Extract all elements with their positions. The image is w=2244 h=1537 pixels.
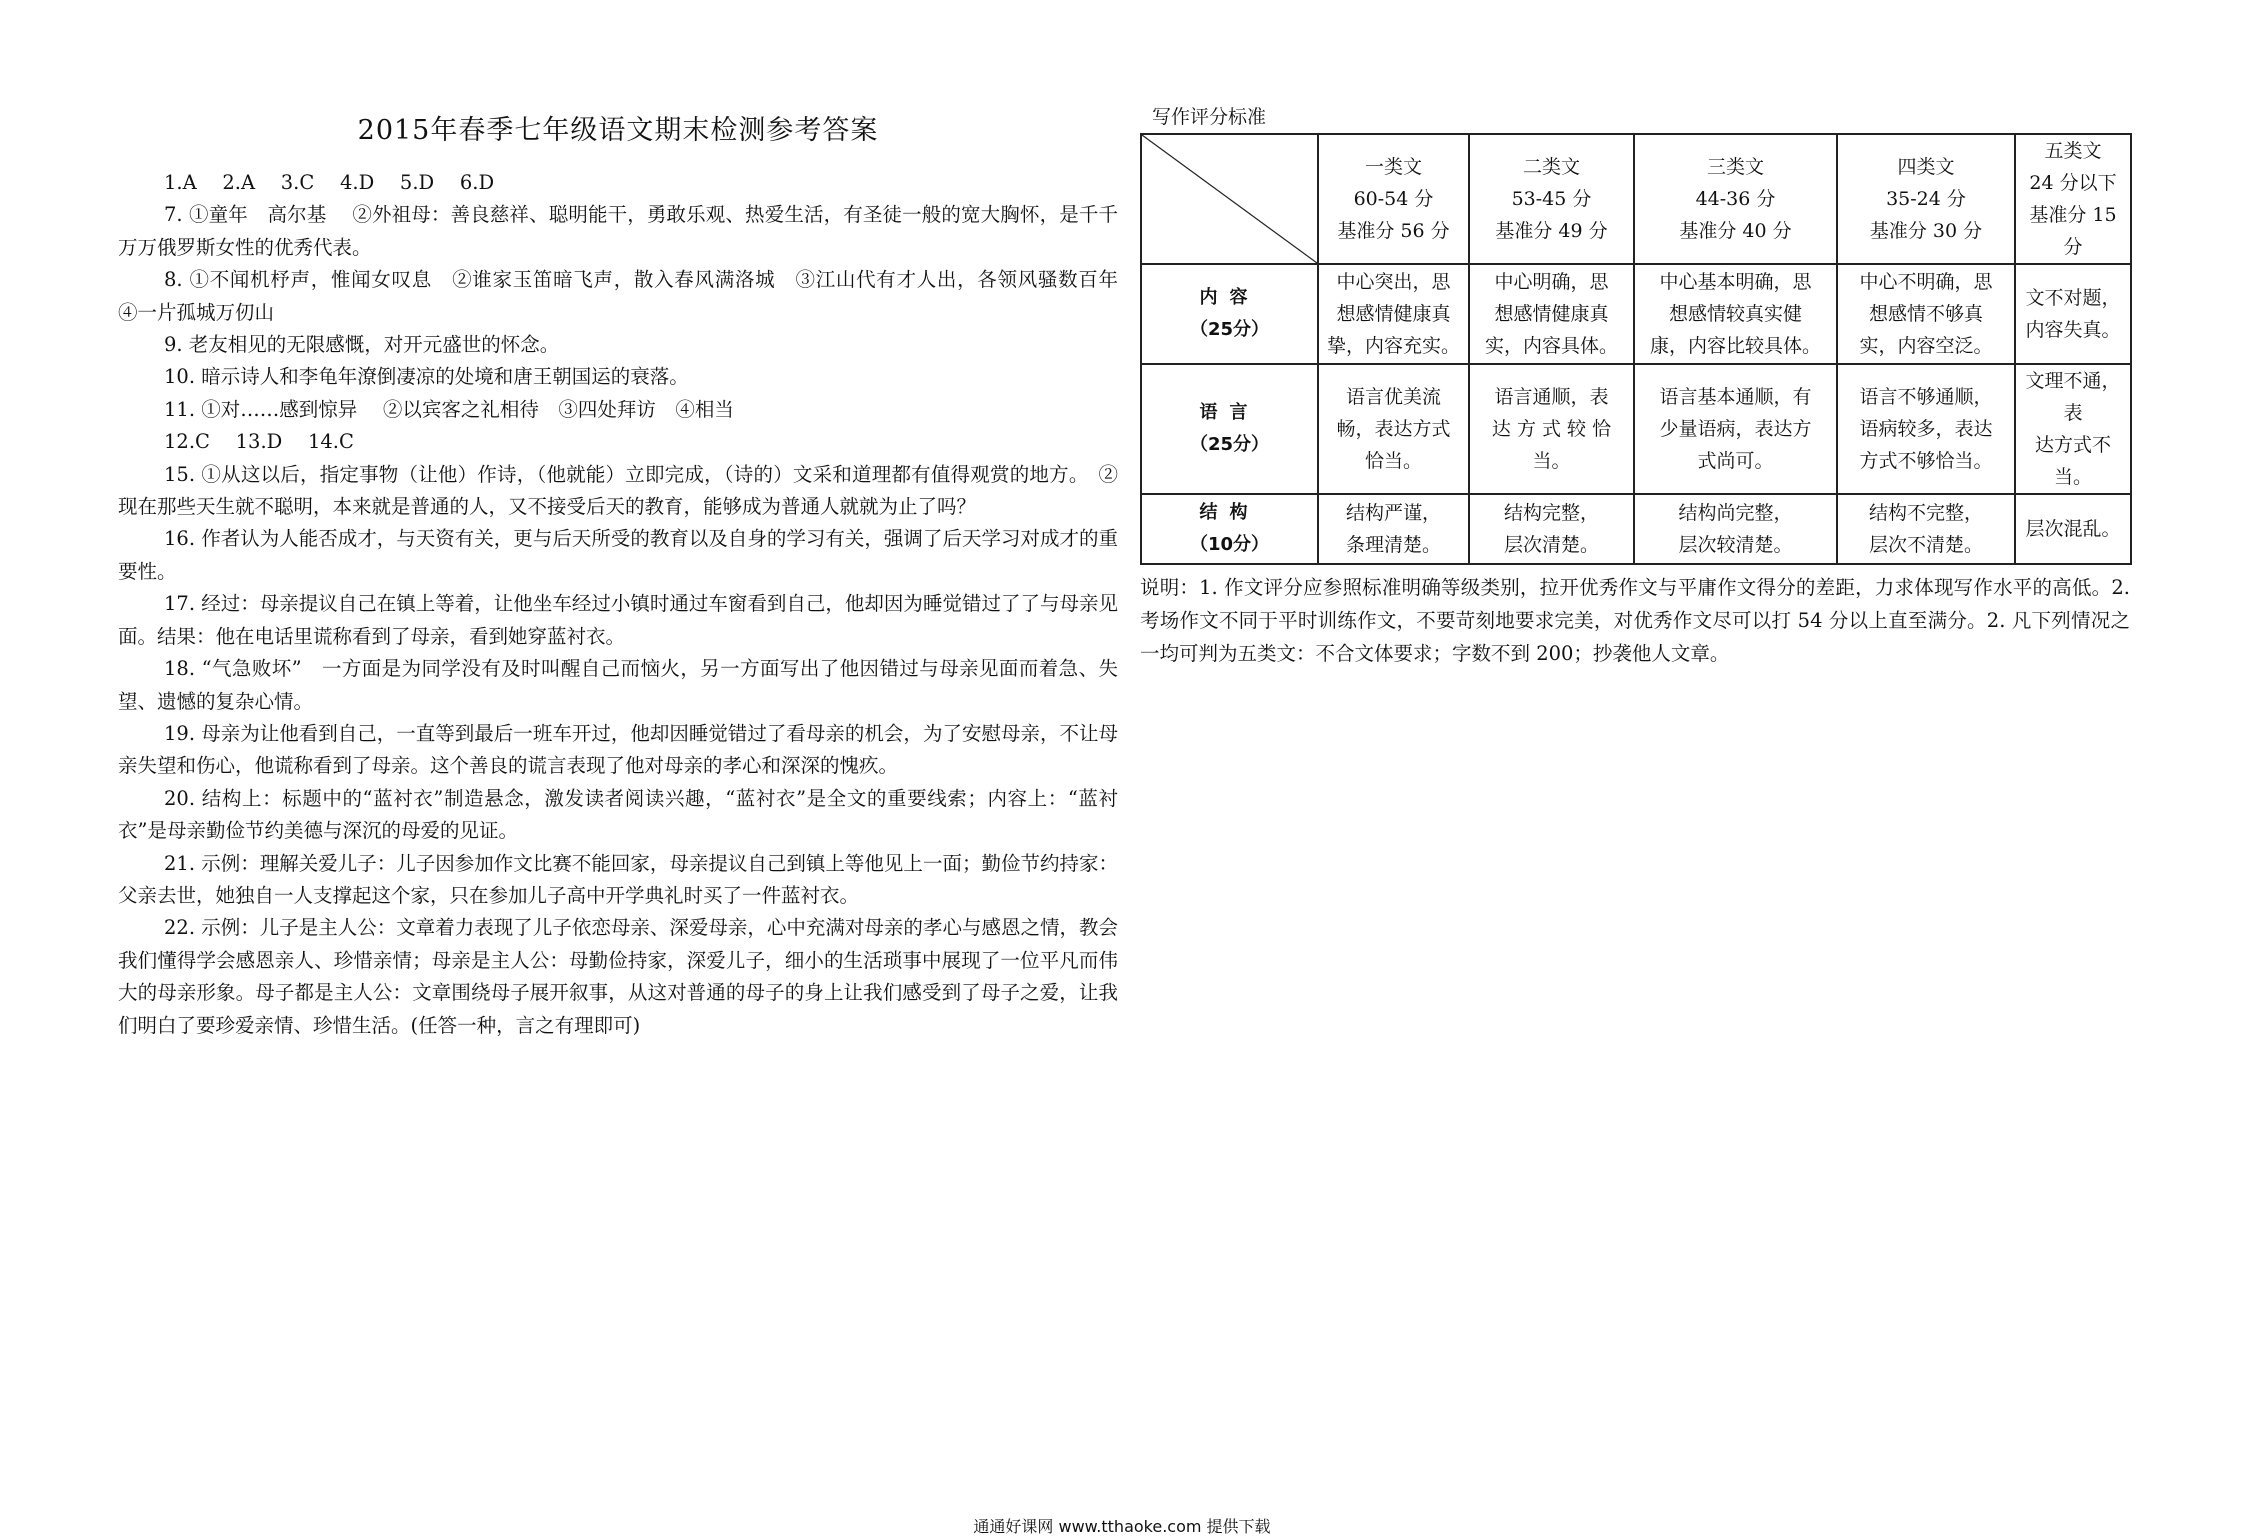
rubric-cell: 中心不明确，思 想感情不够真 实，内容空泛。 [1837,264,2015,364]
row-header: 语言 （25分） [1141,364,1318,494]
grade-column-header: 四类文 35-24 分 基准分 30 分 [1837,134,2015,264]
rubric-cell: 中心突出，思 想感情健康真 挚，内容充实。 [1318,264,1469,364]
answer-item: 11. ①对……感到惊异 ②以宾客之礼相待 ③四处拜访 ④相当 [164,397,734,421]
rubric-cell: 语言优美流 畅，表达方式 恰当。 [1318,364,1469,494]
answer-item: 15. ①从这以后，指定事物（让他）作诗，（他就能）立即完成，（诗的）文采和道理都有值得观赏的地方。 ②现在那些天生就不聪明，本来就是普通的人，又不接受后天的教育，能够成为普通人就就为止了吗？ [118,462,1118,519]
answer-item: 10. 暗示诗人和李龟年潦倒凄凉的处境和唐王朝国运的衰落。 [164,365,689,389]
answer-list [118,167,1138,1042]
rubric-header-row [1141,134,2131,264]
rubric-cell: 语言通顺，表 达 方 式 较 恰 当。 [1469,364,1634,494]
diagonal-line [1142,135,1317,263]
rubric-row-content [1141,264,2131,364]
answer-item: 7. ①童年 高尔基 ②外祖母：善良慈祥、聪明能干，勇敢乐观、热爱生活，有圣徒一般的宽大胸怀，是千千万万俄罗斯女性的优秀代表。 [118,203,1118,259]
rubric-cell: 结构完整， 层次清楚。 [1469,494,1634,564]
answer-item: 12.C 13.D 14.C [164,430,354,454]
grade-column-header: 二类文 53-45 分 基准分 49 分 [1469,134,1634,264]
row-header: 内容 （25分） [1141,264,1318,364]
rubric-table [1140,133,2132,565]
rubric-cell: 中心明确，思 想感情健康真 实，内容具体。 [1469,264,1634,364]
rubric-cell: 语言基本通顺，有 少量语病，表达方 式尚可。 [1634,364,1837,494]
rubric-cell: 中心基本明确，思 想感情较真实健 康，内容比较具体。 [1634,264,1837,364]
answer-item: 1.A 2.A 3.C 4.D 5.D 6.D [164,171,495,194]
footer-credit: 通通好课网 www.tthaoke.com 提供下载 [973,1517,1271,1536]
answer-column [118,108,1138,1042]
grade-column-header: 三类文 44-36 分 基准分 40 分 [1634,134,1837,264]
rubric-notes: 说明：1. 作文评分应参照标准明确等级类别，拉开优秀作文与平庸作文得分的差距，力求体现写作水平的高低。2. 考场作文不同于平时训练作文，不要苛刻地要求完美，对优秀作文尽可以打 54 分以上直至满分。2. 凡下列情况之一均可判为五类文：不合文体要求；字数不到 200；抄袭他人文章。 [1140,576,2130,665]
answer-item: 20. 结构上：标题中的“蓝衬衣”制造悬念，激发读者阅读兴趣，“蓝衬衣”是全文的重要线索；内容上：“蓝衬衣”是母亲勤俭节约美德与深沉的母爱的见证。 [118,786,1118,843]
rubric-cell: 语言不够通顺， 语病较多，表达 方式不够恰当。 [1837,364,2015,494]
row-header: 结构 （10分） [1141,494,1318,564]
answer-item: 18. “气急败坏” 一方面是为同学没有及时叫醒自己而恼火，另一方面写出了他因错过与母亲见面而着急、失望、遗憾的复杂心情。 [118,657,1118,713]
answer-item: 21. 示例：理解关爱儿子：儿子因参加作文比赛不能回家，母亲提议自己到镇上等他见上一面；勤俭节约持家：父亲去世，她独自一人支撑起这个家，只在参加儿子高中开学典礼时买了一件蓝衬衣。 [118,851,1118,907]
grade-column-header: 五类文 24 分以下 基准分 15 分 [2015,134,2131,264]
answer-item: 8. ①不闻机杼声，惟闻女叹息 ②谁家玉笛暗飞声，散入春风满洛城 ③江山代有才人出，各领风骚数百年 ④一片孤城万仞山 [118,268,1138,324]
document-title: 2015年春季七年级语文期末检测参考答案 [357,115,879,146]
answer-item: 22. 示例：儿子是主人公：文章着力表现了儿子依恋母亲、深爱母亲，心中充满对母亲的孝心与感恩之情，教会我们懂得学会感恩亲人、珍惜亲情；母亲是主人公：母勤俭持家，深爱儿子，细小的生活琐事中展现了一位平凡而伟大的母亲形象。母子都是主人公：文章围绕母子展开叙事，从这对普通的母子的身上让我们感受到了母子之爱，让我们明白了要珍爱亲情、珍惜生活。(任答一种，言之有理即可) [118,916,1118,1037]
rubric-cell: 结构尚完整， 层次较清楚。 [1634,494,1837,564]
rubric-cell: 文不对题， 内容失真。 [2015,264,2131,364]
rubric-cell: 文理不通，表 达方式不当。 [2015,364,2131,494]
rubric-column [1140,96,2140,670]
answer-item: 9. 老友相见的无限感慨，对开元盛世的怀念。 [164,333,560,357]
rubric-row-language [1141,364,2131,494]
rubric-cell: 结构不完整， 层次不清楚。 [1837,494,2015,564]
rubric-title: 写作评分标准 [1152,106,1267,128]
rubric-cell: 层次混乱。 [2015,494,2131,564]
answer-item: 19. 母亲为让他看到自己，一直等到最后一班车开过，他却因睡觉错过了看母亲的机会，为了安慰母亲，不让母亲失望和伤心，他谎称看到了母亲。这个善良的谎言表现了他对母亲的孝心和深深的愧疚。 [118,721,1118,778]
rubric-cell: 结构严谨， 条理清楚。 [1318,494,1469,564]
answer-item: 16. 作者认为人能否成才，与天资有关，更与后天所受的教育以及自身的学习有关，强调了后天学习对成才的重要性。 [118,527,1118,583]
corner-cell [1141,134,1318,264]
grade-column-header: 一类文 60-54 分 基准分 56 分 [1318,134,1469,264]
rubric-row-structure [1141,494,2131,564]
answer-item: 17. 经过：母亲提议自己在镇上等着，让他坐车经过小镇时通过车窗看到自己，他却因为睡觉错过了了与母亲见面。结果：他在电话里谎称看到了母亲，看到她穿蓝衬衣。 [118,592,1118,648]
